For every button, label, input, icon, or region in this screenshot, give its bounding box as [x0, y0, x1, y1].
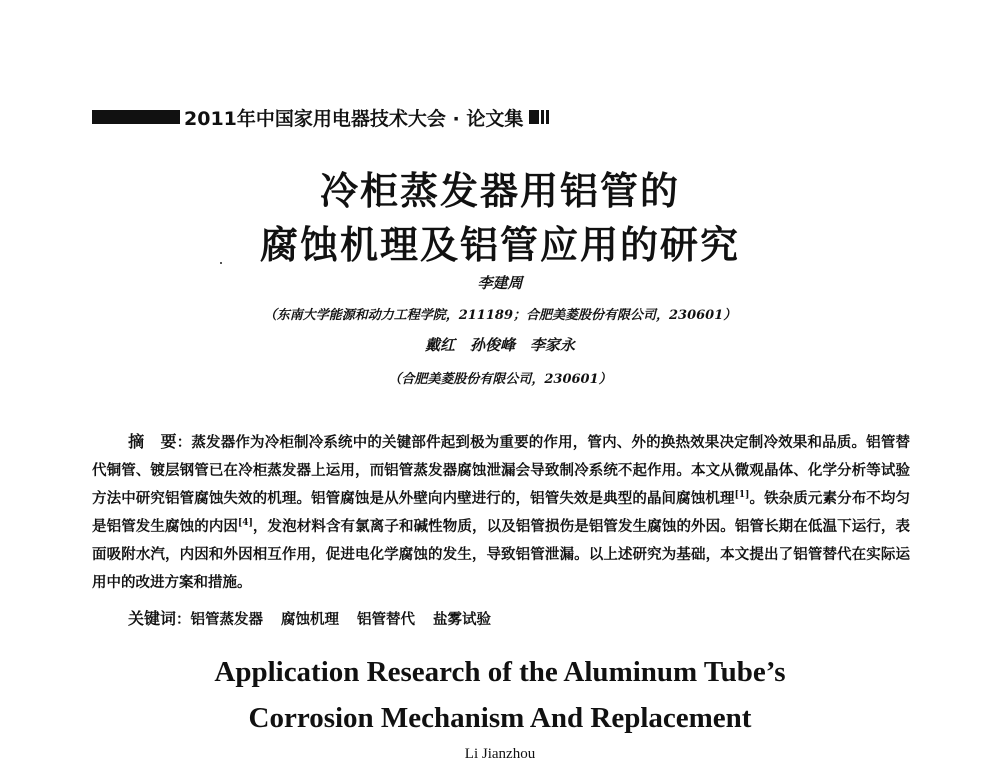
header-right-bars — [529, 110, 549, 124]
abstract-text-1: ：蒸发器作为冷柜制冷系统中的关键部件起到极为重要的作用，管内、外的换热效果决定制冷效果和品质。铝管替代铜管、镀层钢管已在冷柜蒸发器上运用，而铝管蒸发器腐蚀泄漏会导致制冷系统不起作用。本文从微观晶体、化学分析等试验方法中研究铝管腐蚀失效的机理。铝管腐蚀是从外壁向内壁进行的，铝管失效是典型的晶间腐蚀机理 — [92, 434, 910, 507]
keywords-line — [128, 606, 509, 629]
abstract-text-3: ，发泡材料含有氯离子和碱性物质，以及铝管损伤是铝管发生腐蚀的外因。铝管长期在低温下运行，表面吸附水汽，内因和外因相互作用，促进电化学腐蚀的发生，导致铝管泄漏。以上述研究为基础，本文提出了铝管替代在实际运用中的改进方案和措施。 — [92, 518, 911, 591]
abstract-label: 摘 要 — [128, 432, 177, 451]
chinese-title-line-1: 冷柜蒸发器用铝管的 — [319, 168, 680, 213]
author-affiliation-1: （东南大学能源和动力工程学院，211189；合肥美菱股份有限公司，230601） — [263, 308, 737, 323]
abstract-paragraph — [92, 428, 910, 597]
keyword-item: 铝管蒸发器 — [190, 611, 264, 628]
keywords-label: 关键词 — [128, 609, 177, 628]
author-names-2: 戴红 孙俊峰 李家永 — [424, 336, 575, 354]
scan-speck — [220, 262, 222, 264]
author-affiliation-2: （合肥美菱股份有限公司，230601） — [388, 372, 612, 387]
chinese-title-line-2: 腐蚀机理及铝管应用的研究 — [259, 222, 740, 267]
conference-header — [92, 104, 549, 130]
header-left-bar — [92, 110, 180, 124]
english-author-name: Li Jianzhou — [464, 746, 536, 762]
conference-title: 2011年中国家用电器技术大会 · 论文集 — [184, 107, 524, 130]
keyword-item: 盐雾试验 — [433, 611, 492, 628]
citation-ref-4: [4] — [238, 518, 253, 529]
author-names-1: 李建周 — [477, 274, 523, 292]
abstract-text-2: 。铁杂质元素分布不均匀是铝管发生腐蚀的内因 — [92, 490, 911, 535]
keyword-item: 腐蚀机理 — [281, 611, 340, 628]
citation-ref-1: [1] — [734, 490, 750, 501]
english-title-line-1: Application Research of the Aluminum Tube’s — [214, 656, 786, 688]
keyword-item: 铝管替代 — [357, 611, 416, 628]
english-title-line-2: Corrosion Mechanism And Replacement — [248, 702, 752, 734]
keywords-colon: ： — [176, 611, 191, 628]
